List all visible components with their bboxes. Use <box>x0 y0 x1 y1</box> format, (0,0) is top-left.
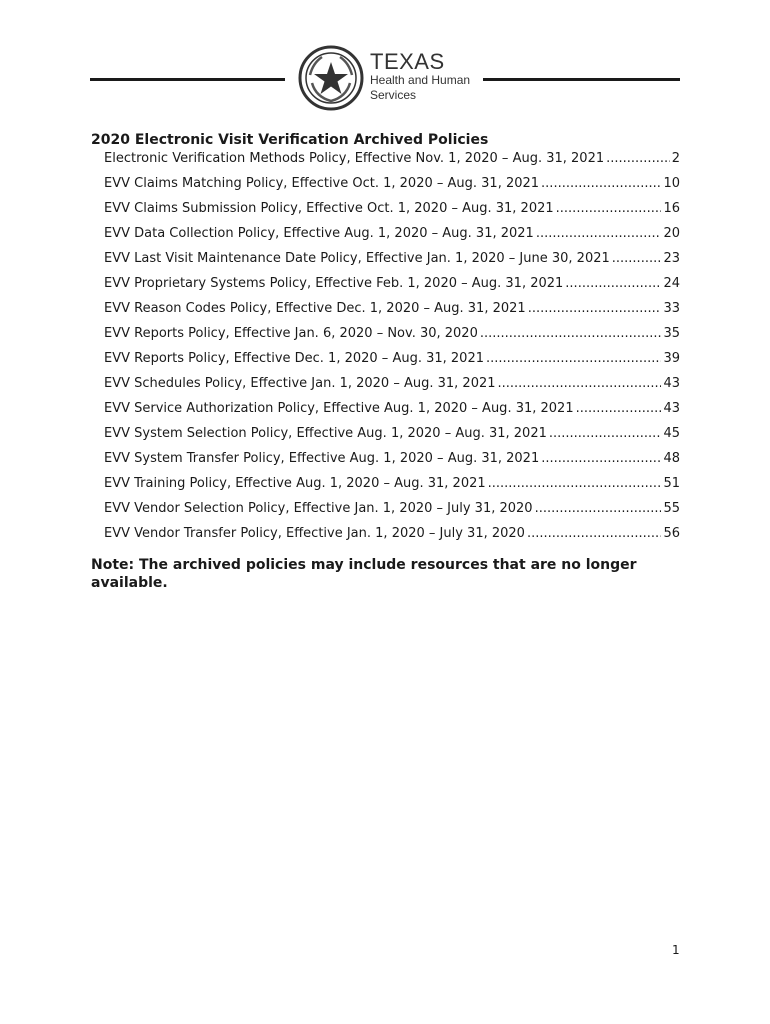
toc-entry-title: EVV Training Policy, Effective Aug. 1, 2020 – Aug. 31, 2021 <box>104 476 486 491</box>
toc-entry-title: EVV Claims Matching Policy, Effective Oct. 1, 2020 – Aug. 31, 2021 <box>104 176 540 191</box>
toc-leader-dots <box>541 175 661 193</box>
toc-leader-dots <box>606 150 670 168</box>
toc-leader-dots <box>556 200 662 218</box>
toc-entry[interactable] <box>104 525 680 550</box>
section-title: 2020 Electronic Visit Verification Archived Policies <box>91 132 489 148</box>
toc-leader-dots <box>612 250 662 268</box>
toc-entry-title: EVV Vendor Selection Policy, Effective Jan. 1, 2020 – July 31, 2020 <box>104 501 533 516</box>
toc-leader-dots <box>488 475 662 493</box>
toc-entry[interactable] <box>104 150 680 175</box>
toc-entry-page: 43 <box>663 376 680 391</box>
texas-seal-icon <box>298 45 364 111</box>
toc-entry-title: EVV System Transfer Policy, Effective Aug. 1, 2020 – Aug. 31, 2021 <box>104 451 540 466</box>
header-rule-right <box>483 78 680 81</box>
main-content <box>91 131 691 592</box>
toc-leader-dots <box>486 350 661 368</box>
header-rule-left <box>90 78 285 81</box>
toc-leader-dots <box>536 225 662 243</box>
toc-entry-title: EVV Service Authorization Policy, Effective Aug. 1, 2020 – Aug. 31, 2021 <box>104 401 574 416</box>
toc-entry-title: EVV Reason Codes Policy, Effective Dec. 1, 2020 – Aug. 31, 2021 <box>104 301 526 316</box>
toc-entry[interactable] <box>104 425 680 450</box>
toc-entry-page: 39 <box>663 351 680 366</box>
toc-entry-page: 2 <box>671 151 680 166</box>
toc-entry[interactable] <box>104 275 680 300</box>
toc-entry-title: EVV Proprietary Systems Policy, Effective Feb. 1, 2020 – Aug. 31, 2021 <box>104 276 564 291</box>
hhs-logo <box>298 45 488 117</box>
toc-leader-dots <box>498 375 662 393</box>
table-of-contents <box>91 150 691 550</box>
toc-entry-title: Electronic Verification Methods Policy, Effective Nov. 1, 2020 – Aug. 31, 2021 <box>104 151 605 166</box>
toc-entry-title: EVV Claims Submission Policy, Effective Oct. 1, 2020 – Aug. 31, 2021 <box>104 201 554 216</box>
toc-entry[interactable] <box>104 475 680 500</box>
toc-entry[interactable] <box>104 375 680 400</box>
toc-entry-page: 51 <box>663 476 680 491</box>
toc-entry[interactable] <box>104 450 680 475</box>
toc-entry-page: 16 <box>663 201 680 216</box>
toc-leader-dots <box>528 300 662 318</box>
toc-entry-page: 20 <box>663 226 680 241</box>
toc-leader-dots <box>549 425 662 443</box>
toc-entry-page: 33 <box>663 301 680 316</box>
toc-entry-title: EVV System Selection Policy, Effective Aug. 1, 2020 – Aug. 31, 2021 <box>104 426 547 441</box>
toc-entry-page: 43 <box>663 401 680 416</box>
toc-entry-title: EVV Reports Policy, Effective Jan. 6, 2020 – Nov. 30, 2020 <box>104 326 478 341</box>
logo-wordmark <box>370 51 470 103</box>
toc-entry-page: 48 <box>663 451 680 466</box>
toc-entry[interactable] <box>104 200 680 225</box>
toc-leader-dots <box>480 325 662 343</box>
toc-entry-title: EVV Data Collection Policy, Effective Aug. 1, 2020 – Aug. 31, 2021 <box>104 226 534 241</box>
logo-subtitle-line1: Health and Human <box>370 73 471 87</box>
toc-entry[interactable] <box>104 325 680 350</box>
toc-entry-page: 35 <box>663 326 680 341</box>
toc-entry[interactable] <box>104 400 680 425</box>
logo-title: TEXAS <box>370 49 445 74</box>
toc-leader-dots <box>576 400 662 418</box>
toc-leader-dots <box>541 450 661 468</box>
toc-entry[interactable] <box>104 250 680 275</box>
toc-entry[interactable] <box>104 175 680 200</box>
toc-entry-page: 45 <box>663 426 680 441</box>
toc-entry[interactable] <box>104 225 680 250</box>
toc-leader-dots <box>535 500 662 518</box>
toc-entry-page: 24 <box>663 276 680 291</box>
toc-entry[interactable] <box>104 350 680 375</box>
page-number: 1 <box>672 943 680 957</box>
toc-entry-page: 56 <box>663 526 680 541</box>
toc-entry-title: EVV Reports Policy, Effective Dec. 1, 2020 – Aug. 31, 2021 <box>104 351 484 366</box>
document-header <box>90 40 680 120</box>
toc-entry[interactable] <box>104 300 680 325</box>
toc-entry-page: 10 <box>663 176 680 191</box>
logo-subtitle-line2: Services <box>370 88 417 102</box>
toc-entry-page: 23 <box>663 251 680 266</box>
archive-note: Note: The archived policies may include resources that are no longer available. <box>91 557 637 591</box>
toc-entry-title: EVV Vendor Transfer Policy, Effective Jan. 1, 2020 – July 31, 2020 <box>104 526 525 541</box>
toc-entry-page: 55 <box>663 501 680 516</box>
toc-entry[interactable] <box>104 500 680 525</box>
toc-entry-title: EVV Schedules Policy, Effective Jan. 1, 2020 – Aug. 31, 2021 <box>104 376 496 391</box>
toc-leader-dots <box>565 275 661 293</box>
toc-entry-title: EVV Last Visit Maintenance Date Policy, Effective Jan. 1, 2020 – June 30, 2021 <box>104 251 610 266</box>
toc-leader-dots <box>527 525 662 543</box>
